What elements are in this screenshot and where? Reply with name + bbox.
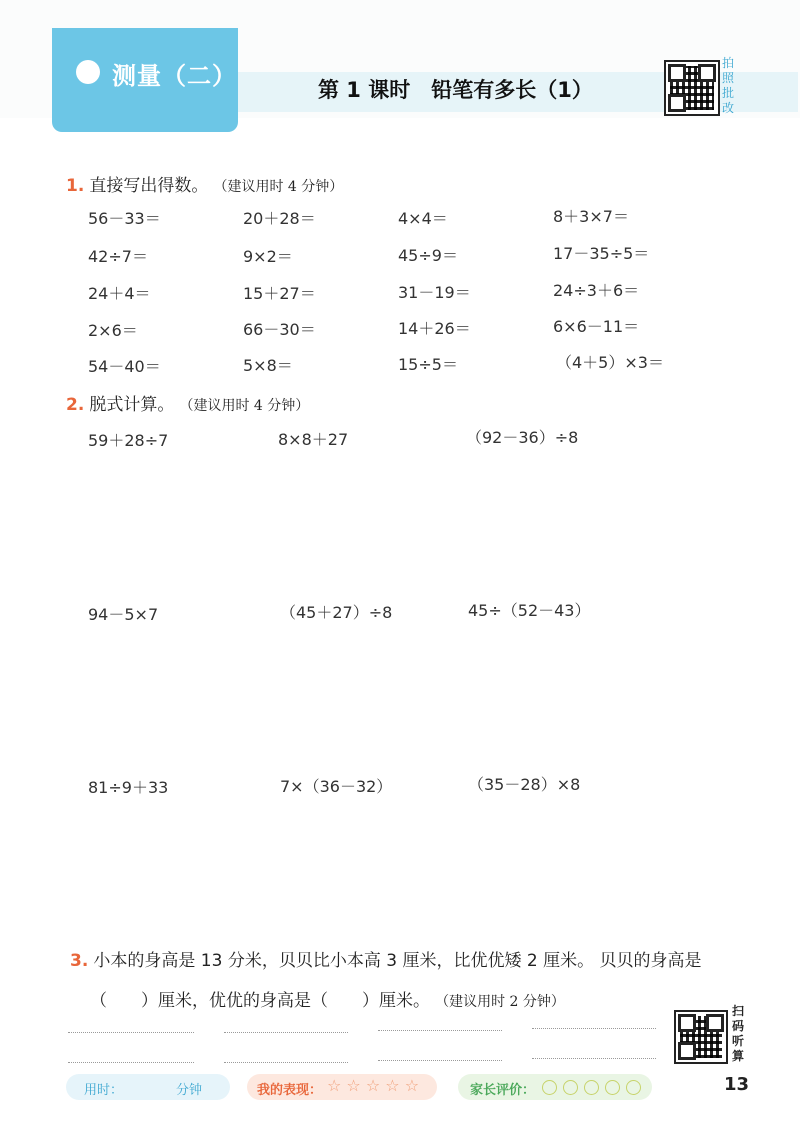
q2-item: 81÷9＋33 (88, 778, 169, 797)
time-unit: 分钟 (176, 1083, 203, 1098)
q3-line2 (90, 986, 565, 1011)
smiley-face-icon[interactable] (584, 1080, 599, 1095)
time-used-field[interactable] (66, 1074, 230, 1100)
answer-line[interactable] (68, 1032, 194, 1033)
answer-line[interactable] (378, 1060, 502, 1061)
q1-item: 31－19＝ (398, 283, 471, 302)
q2-text: 脱式计算。 (89, 395, 175, 415)
q3-number: 3. (70, 951, 89, 971)
q1-item: 45÷9＝ (398, 246, 458, 265)
caption-char: 码 (731, 1019, 744, 1033)
q1-item: 14＋26＝ (398, 319, 471, 338)
caption-char: 批 (721, 86, 734, 100)
q1-text: 直接写出得数。 (89, 176, 209, 196)
unit-title: 测量（二） (112, 62, 237, 90)
smiley-rating[interactable] (542, 1078, 647, 1097)
q2-heading (66, 390, 309, 415)
answer-line[interactable] (224, 1062, 348, 1063)
q2-hint: （建议用时 4 分钟） (179, 398, 310, 414)
caption-char: 拍 (721, 56, 734, 70)
caption-char: 照 (721, 71, 734, 85)
answer-line[interactable] (68, 1062, 194, 1063)
qr-code-icon[interactable] (664, 60, 720, 116)
q1-item: 20＋28＝ (243, 209, 316, 228)
caption-char: 扫 (731, 1004, 744, 1018)
caption-char: 听 (731, 1034, 744, 1048)
q1-item: 4×4＝ (398, 209, 448, 228)
q2-number: 2. (66, 395, 85, 415)
q1-heading (66, 171, 343, 196)
q1-item: 15＋27＝ (243, 284, 316, 303)
q1-item: 5×8＝ (243, 356, 293, 375)
q2-item: 45÷（52－43） (468, 601, 591, 620)
q3-answer-blanks: （ ）厘米，优优的身高是（ ）厘米。 (90, 991, 430, 1011)
q2-item: 8×8＋27 (278, 430, 349, 449)
performance-label: 我的表现： (257, 1083, 323, 1098)
q1-item: 56－33＝ (88, 209, 161, 228)
q1-item: 6×6－11＝ (553, 317, 640, 336)
smiley-face-icon[interactable] (563, 1080, 578, 1095)
q1-item: 8＋3×7＝ (553, 207, 629, 226)
qr-caption-photo-grade (720, 56, 736, 116)
q3-hint: （建议用时 2 分钟） (435, 994, 565, 1010)
page-number: 13 (724, 1074, 750, 1095)
answer-line[interactable] (532, 1058, 656, 1059)
q1-item: 42÷7＝ (88, 247, 148, 266)
parent-evaluation[interactable] (458, 1074, 652, 1100)
q2-item: （35－28）×8 (468, 775, 581, 794)
q1-item: 9×2＝ (243, 247, 293, 266)
qr-caption-scan-listen (730, 1004, 746, 1064)
q1-item: 54－40＝ (88, 357, 161, 376)
q1-item: 2×6＝ (88, 321, 138, 340)
qr-code-icon[interactable] (674, 1010, 728, 1064)
unit-bullet-icon (76, 60, 100, 84)
q1-item: 24÷3＋6＝ (553, 281, 640, 300)
star-rating-icon[interactable]: ☆ ☆ ☆ ☆ ☆ (327, 1076, 420, 1095)
q2-item: 7×（36－32） (280, 777, 393, 796)
q1-item: 17－35÷5＝ (553, 244, 650, 263)
q1-item: （4＋5）×3＝ (556, 353, 664, 372)
q1-number: 1. (66, 176, 85, 196)
q2-item: 94－5×7 (88, 605, 159, 624)
q2-item: 59＋28÷7 (88, 431, 169, 450)
smiley-face-icon[interactable] (626, 1080, 641, 1095)
q1-item: 24＋4＝ (88, 284, 151, 303)
answer-line[interactable] (378, 1030, 502, 1031)
my-performance-rating[interactable] (247, 1074, 437, 1100)
q1-hint: （建议用时 4 分钟） (213, 179, 344, 195)
lesson-title: 第 1 课时 铅笔有多长（1） (318, 78, 593, 102)
q3-line1 (70, 946, 750, 971)
q2-item: （45＋27）÷8 (280, 603, 393, 622)
q1-item: 66－30＝ (243, 320, 316, 339)
time-label: 用时： (84, 1083, 124, 1098)
q1-item: 15÷5＝ (398, 355, 458, 374)
parent-label: 家长评价： (470, 1083, 536, 1098)
caption-char: 改 (721, 101, 734, 115)
caption-char: 算 (731, 1049, 744, 1063)
q3-text: 小本的身高是 13 分米，贝贝比小本高 3 厘米，比优优矮 2 厘米。 贝贝的身高是 (93, 951, 702, 971)
answer-line[interactable] (224, 1032, 348, 1033)
smiley-face-icon[interactable] (605, 1080, 620, 1095)
answer-line[interactable] (532, 1028, 656, 1029)
smiley-face-icon[interactable] (542, 1080, 557, 1095)
q2-item: （92－36）÷8 (466, 428, 579, 447)
